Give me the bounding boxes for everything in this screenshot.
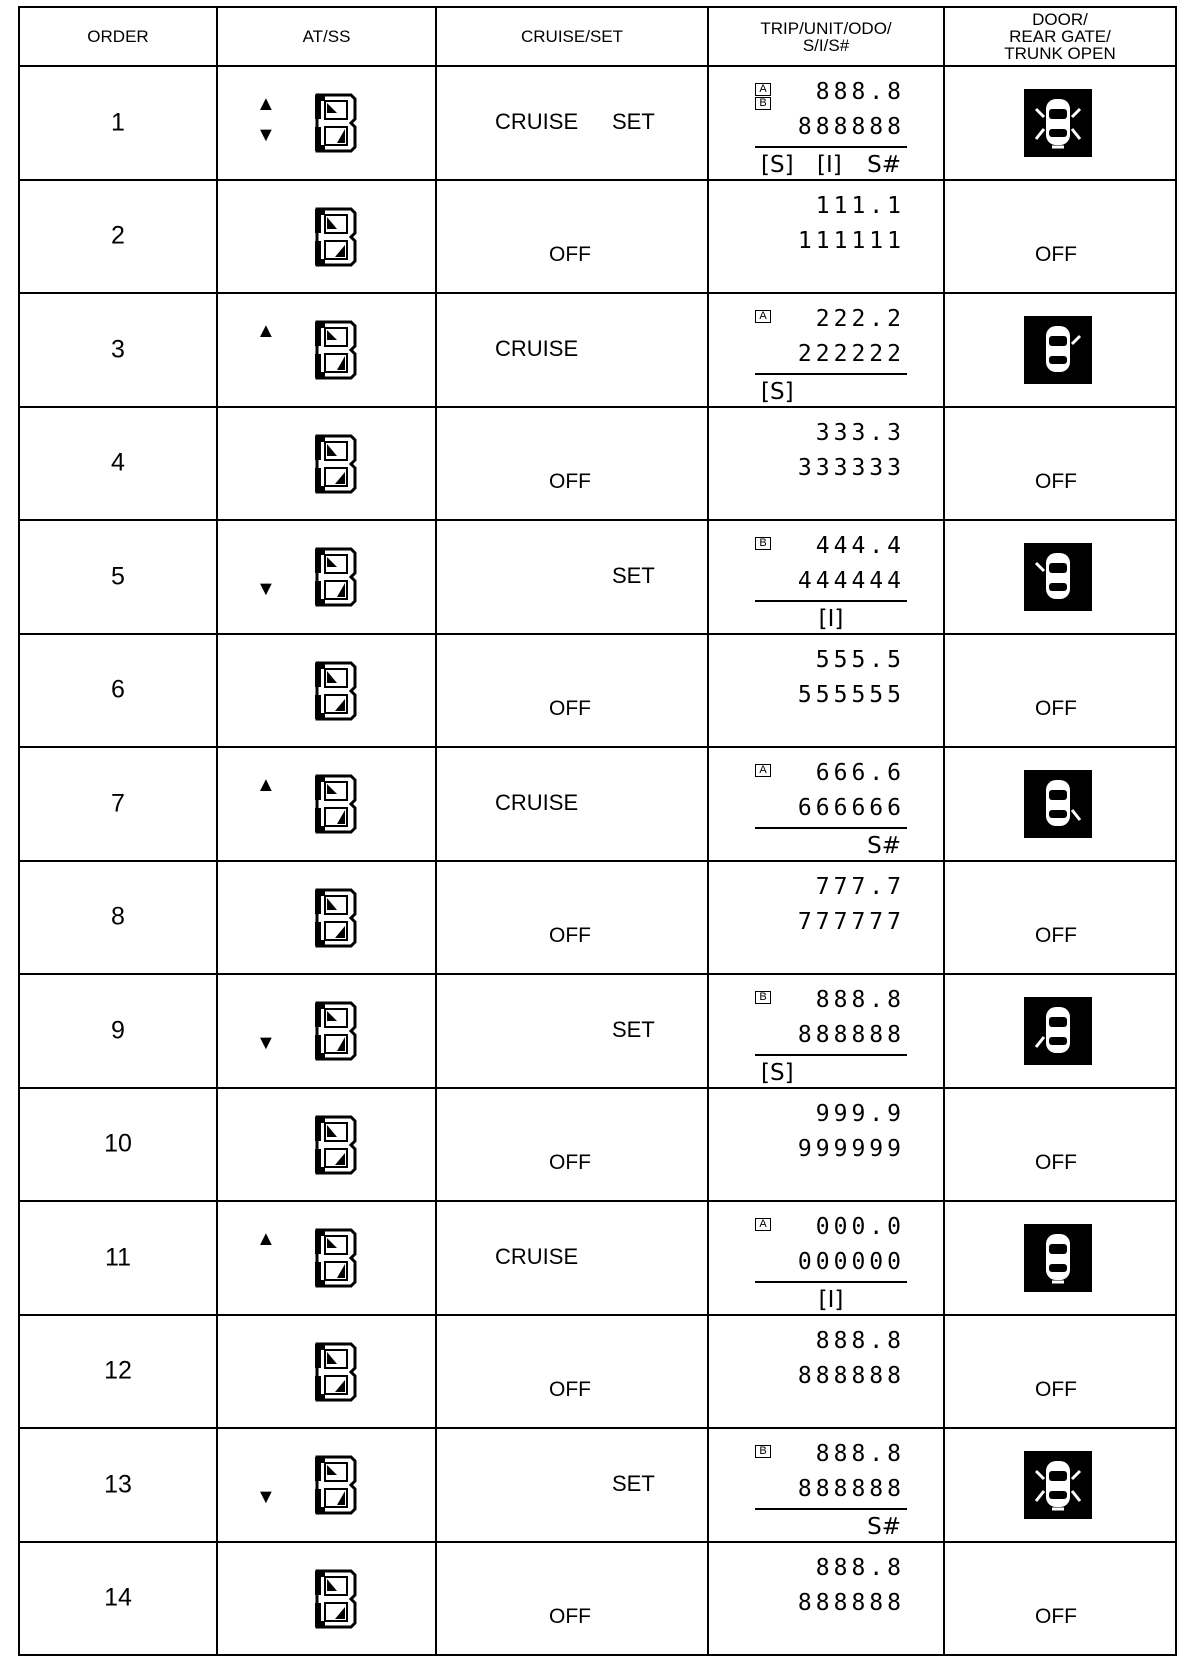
trip-readout [755,1097,907,1167]
set-label: SET [612,109,655,134]
trip-ab-indicator [755,991,771,1005]
table-row [19,1201,1176,1315]
trip-readout [755,1210,907,1317]
header-trip-line1: TRIP/UNIT/ODO/ [760,18,892,38]
door-cell [944,66,1176,180]
segment-digit-icon [313,547,357,607]
cruise-off-label: OFF [549,696,591,720]
cruise-label: CRUISE [495,1244,579,1269]
odo-value: 333333 [797,454,905,481]
trip-value: 666.6 [815,760,905,786]
trip-readout [755,1551,907,1621]
trip-cell [708,861,944,975]
cruise-label: CRUISE [495,109,579,134]
odo-value: 777777 [797,908,905,935]
order-number: 11 [105,1243,131,1272]
trip-ab-indicator [755,764,771,778]
door-cell [944,1088,1176,1202]
sis-s: [S] [761,152,794,178]
trip-value: 000.0 [815,1214,905,1240]
cruise-off-label: OFF [549,1150,591,1174]
header-trip-line2: S/I/S# [802,35,850,55]
header-door [944,7,1176,66]
order-number: 5 [111,562,125,591]
display-pattern-table [18,6,1177,1656]
order-cell [19,520,217,634]
door-cell [944,180,1176,294]
cruise-set-cell [436,634,708,748]
trip-cell [708,180,944,294]
trip-cell [708,520,944,634]
atss-cell [217,861,436,975]
cruise-label: CRUISE [495,790,579,815]
order-cell [19,1428,217,1542]
segment-digit-icon [313,1001,357,1061]
display-pattern-sheet [18,6,1173,1656]
trip-cell [708,1542,944,1656]
trip-readout [755,643,907,713]
order-number: 7 [111,789,125,818]
atss-cell [217,974,436,1088]
door-cell [944,520,1176,634]
door-cell [944,1428,1176,1542]
door-off-label: OFF [1035,1150,1077,1174]
segment-digit-icon [313,1342,357,1402]
trip-cell [708,1428,944,1542]
order-cell [19,1088,217,1202]
odo-value: 999999 [797,1135,905,1162]
set-label: SET [612,563,655,588]
cruise-off-label: OFF [549,1604,591,1628]
sis-indicator: S# [867,833,901,859]
segment-digit-icon [313,888,357,948]
odo-value: 555555 [797,681,905,708]
cruise-set-cell [436,861,708,975]
cruise-off-label: OFF [549,923,591,947]
cruise-off-label: OFF [549,1377,591,1401]
order-cell [19,1542,217,1656]
door-off-label: OFF [1035,696,1077,720]
order-cell [19,861,217,975]
trip-value: 888.8 [815,79,905,105]
triangle-down-icon: ▼ [256,1486,276,1508]
trip-cell [708,1088,944,1202]
segment-digit-icon [313,93,357,153]
atss-cell [217,407,436,521]
door-cell [944,861,1176,975]
cruise-set-cell [436,747,708,861]
odo-value: 666666 [797,795,905,821]
trip-value: 888.8 [815,1441,905,1467]
atss-cell [217,747,436,861]
atss-cell [217,1088,436,1202]
set-label: SET [612,1471,655,1496]
header-trip [708,7,944,66]
door-cell [944,1315,1176,1429]
door-cell [944,407,1176,521]
odo-value: 111111 [797,227,905,254]
atss-cell [217,1542,436,1656]
door-cell [944,634,1176,748]
trip-readout [755,75,907,182]
trip-readout [755,756,907,863]
trip-cell [708,1315,944,1429]
trip-cell [708,66,944,180]
door-open-car-icon [1024,770,1092,838]
atss-cell [217,520,436,634]
order-cell [19,974,217,1088]
trip-ab-indicator [755,310,771,324]
table-row [19,1088,1176,1202]
trip-ab-indicator [755,83,771,111]
door-open-car-icon [1024,1451,1092,1519]
sis-indicator: [I] [818,1287,844,1313]
sis-indicator: [S] [761,1060,794,1086]
cruise-set-cell [436,1201,708,1315]
triangle-down-icon: ▼ [256,124,276,146]
cruise-set-cell [436,520,708,634]
order-number: 2 [111,221,125,250]
door-open-car-icon [1024,316,1092,384]
table-row [19,747,1176,861]
header-row [19,7,1176,66]
triangle-up-icon: ▲ [256,774,276,796]
door-cell [944,1542,1176,1656]
atss-cell [217,1201,436,1315]
trip-cell [708,407,944,521]
table-row [19,1428,1176,1542]
cruise-set-cell [436,293,708,407]
trip-readout [755,189,907,259]
door-off-label: OFF [1035,923,1077,947]
trip-value: 333.3 [815,419,905,446]
door-open-car-icon [1024,543,1092,611]
cruise-set-cell [436,180,708,294]
door-cell [944,747,1176,861]
cruise-set-cell [436,407,708,521]
order-number: 4 [111,448,125,477]
triangle-down-icon: ▼ [256,578,276,600]
order-number: 9 [111,1016,125,1045]
segment-digit-icon [313,1228,357,1288]
segment-digit-icon [313,1569,357,1629]
trip-readout [755,529,907,636]
trip-value: 777.7 [815,873,905,900]
cruise-set-cell [436,1428,708,1542]
segment-digit-icon [313,1115,357,1175]
trip-b-box: B [755,97,771,110]
trip-ab-indicator [755,1218,771,1232]
segment-digit-icon [313,1455,357,1515]
trip-readout [755,983,907,1090]
trip-b-box: B [755,537,771,550]
header-cruise-set: CRUISE/SET [436,7,708,66]
trip-value: 999.9 [815,1100,905,1127]
segment-digit-icon [313,320,357,380]
order-cell [19,1315,217,1429]
trip-cell [708,1201,944,1315]
header-atss: AT/SS [217,7,436,66]
table-row [19,1315,1176,1429]
table-row [19,293,1176,407]
door-cell [944,1201,1176,1315]
order-number: 12 [104,1356,132,1385]
odo-value: 888888 [797,1362,905,1389]
order-cell [19,407,217,521]
door-off-label: OFF [1035,1377,1077,1401]
trip-value: 444.4 [815,533,905,559]
trip-b-box: B [755,1445,771,1458]
table-row [19,861,1176,975]
trip-ab-indicator [755,1445,771,1459]
trip-cell [708,634,944,748]
table-row [19,407,1176,521]
table-row [19,974,1176,1088]
header-door-line3: TRUNK OPEN [1004,44,1116,63]
segment-digit-icon [313,774,357,834]
order-number: 8 [111,902,125,931]
cruise-set-cell [436,1542,708,1656]
trip-a-box: A [755,310,771,323]
door-cell [944,293,1176,407]
door-open-car-icon [1024,89,1092,157]
cruise-set-cell [436,66,708,180]
odo-value: 888888 [797,114,905,140]
set-label: SET [612,1017,655,1042]
trip-value: 222.2 [815,306,905,332]
atss-cell [217,1428,436,1542]
cruise-set-cell [436,1088,708,1202]
sis-indicator: S# [867,1514,901,1540]
trip-b-box: B [755,991,771,1004]
sis-indicator: [I] [818,606,844,632]
cruise-off-label: OFF [549,242,591,266]
cruise-set-cell [436,974,708,1088]
triangle-up-icon: ▲ [256,320,276,342]
door-open-car-icon [1024,1224,1092,1292]
atss-cell [217,1315,436,1429]
trip-value: 888.8 [815,987,905,1013]
trip-a-box: A [755,83,771,96]
order-number: 6 [111,675,125,704]
segment-digit-icon [313,207,357,267]
order-cell [19,747,217,861]
trip-value: 888.8 [815,1554,905,1581]
trip-value: 111.1 [815,192,905,219]
order-number: 3 [111,335,125,364]
atss-cell [217,180,436,294]
atss-cell [217,66,436,180]
sis-hash: S# [867,152,901,178]
door-off-label: OFF [1035,242,1077,266]
segment-digit-icon [313,434,357,494]
trip-readout [755,1437,907,1544]
cruise-label: CRUISE [495,336,579,361]
odo-value: 222222 [797,341,905,367]
trip-readout [755,870,907,940]
door-open-car-icon [1024,997,1092,1065]
table-row [19,66,1176,180]
triangle-down-icon: ▼ [256,1032,276,1054]
trip-value: 555.5 [815,646,905,673]
door-off-label: OFF [1035,1604,1077,1628]
triangle-up-icon: ▲ [256,93,276,115]
trip-readout [755,302,907,409]
order-cell [19,634,217,748]
trip-cell [708,293,944,407]
table-row [19,1542,1176,1656]
order-number: 14 [104,1583,132,1612]
trip-cell [708,974,944,1088]
trip-readout [755,416,907,486]
trip-a-box: A [755,1218,771,1231]
order-cell [19,293,217,407]
atss-cell [217,634,436,748]
table-row [19,520,1176,634]
sis-i: [I] [817,152,842,178]
segment-digit-icon [313,661,357,721]
odo-value: 888888 [797,1476,905,1502]
trip-ab-indicator [755,537,771,551]
header-door-line1: DOOR/ [1032,10,1088,29]
cruise-set-cell [436,1315,708,1429]
trip-a-box: A [755,764,771,777]
header-order: ORDER [19,7,217,66]
atss-cell [217,293,436,407]
sis-indicator: [S] [761,379,794,405]
triangle-up-icon: ▲ [256,1228,276,1250]
header-door-line2: REAR GATE/ [1009,27,1111,46]
order-cell [19,1201,217,1315]
trip-value: 888.8 [815,1327,905,1354]
door-off-label: OFF [1035,469,1077,493]
odo-value: 444444 [797,568,905,594]
odo-value: 000000 [797,1249,905,1275]
table-row [19,634,1176,748]
order-number: 10 [104,1129,132,1158]
trip-cell [708,747,944,861]
order-number: 1 [111,108,125,137]
cruise-off-label: OFF [549,469,591,493]
odo-value: 888888 [797,1589,905,1616]
table-row [19,180,1176,294]
order-cell [19,66,217,180]
trip-readout [755,1324,907,1394]
odo-value: 888888 [797,1022,905,1048]
door-cell [944,974,1176,1088]
order-number: 13 [104,1470,132,1499]
order-cell [19,180,217,294]
